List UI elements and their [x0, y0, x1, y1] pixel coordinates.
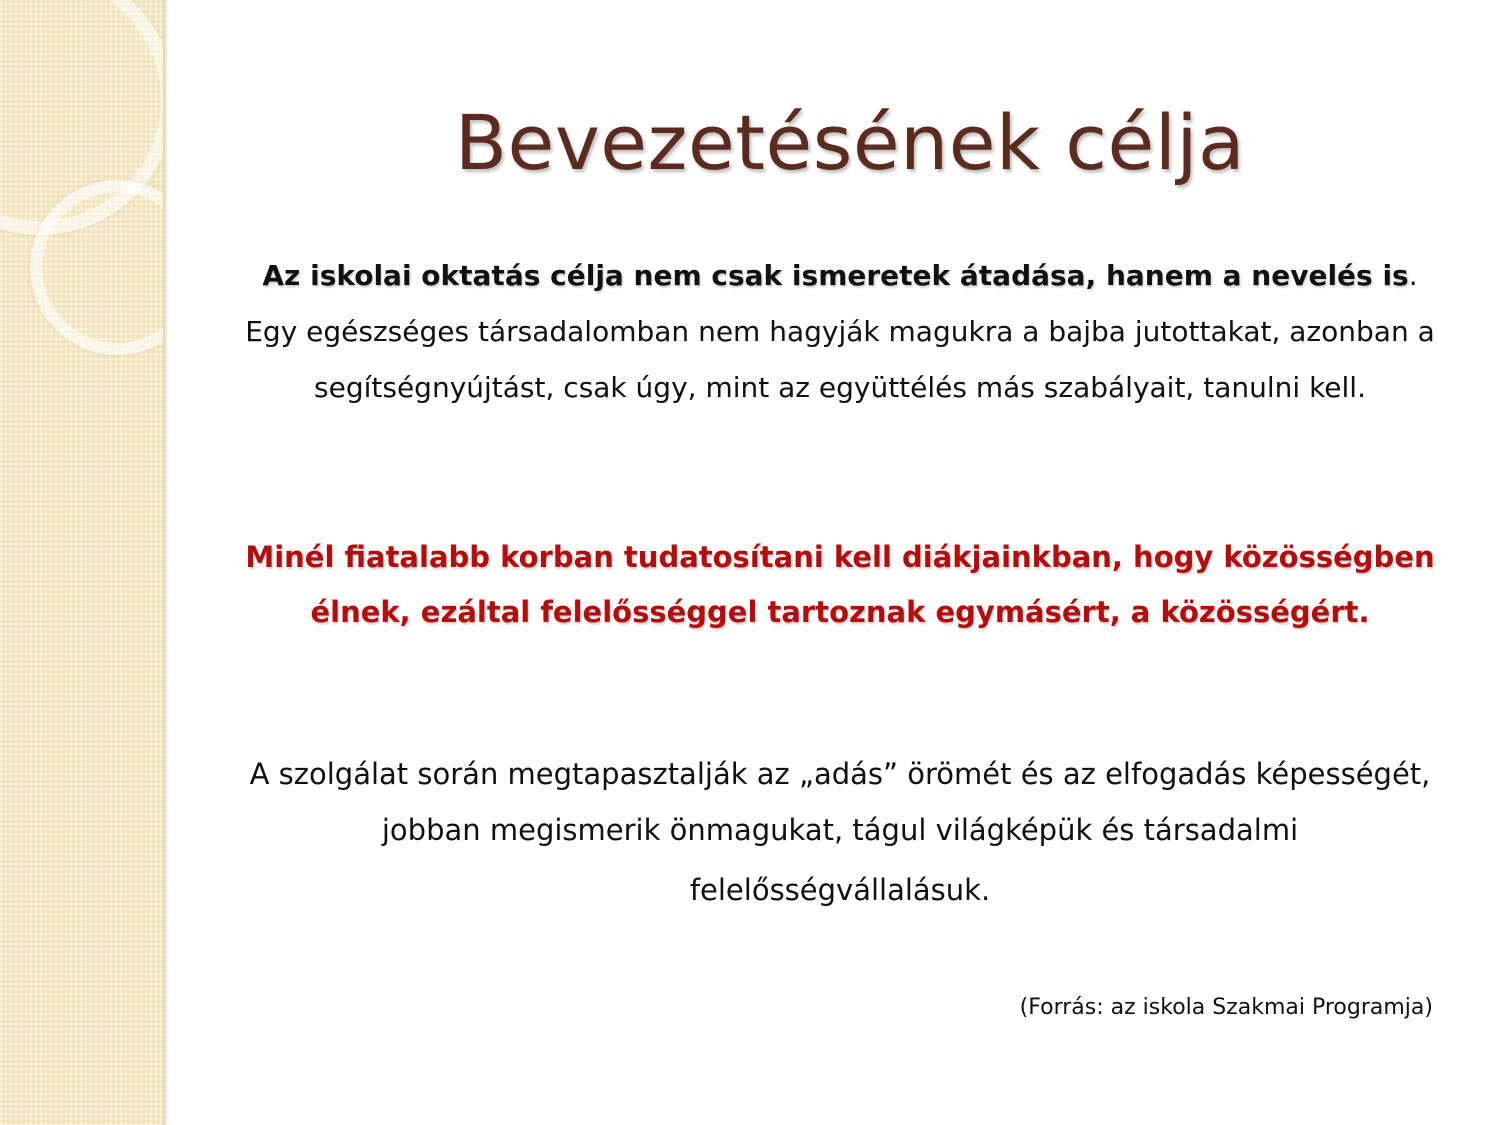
- paragraph-service-main: A szolgálat során megtapasztalják az „adás” örömét és az elfogadás képességét, jobban megismerik önmagukat, tágul világképük és társadalmi: [249, 757, 1431, 847]
- paragraph-service: [240, 746, 1440, 918]
- side-panel-edge: [163, 0, 167, 1125]
- paragraph-intro-rest: . Egy egészséges társadalomban nem hagyják magukra a bajba jutottakat, azonban a segítségnyújtást, csak úgy, mint az együttélés más szabályait, tanulni kell.: [245, 259, 1435, 404]
- decorative-side-panel: [0, 0, 163, 1125]
- paragraph-intro: [240, 248, 1440, 416]
- paragraph-service-last: felelősségvállalásuk.: [689, 873, 991, 907]
- source-citation: (Forrás: az iskola Szakmai Programja): [1019, 995, 1433, 1020]
- paragraph-intro-bold: Az iskolai oktatás célja nem csak ismeretek átadása, hanem a nevelés is: [262, 259, 1409, 292]
- slide-title: Bevezetésének célja: [454, 98, 1246, 187]
- paragraph-highlight: Minél fiatalabb korban tudatosítani kell diákjainkban, hogy közösségben élnek, ezáltal felelősséggel tartoznak egymásért, a közösségért.: [245, 540, 1435, 629]
